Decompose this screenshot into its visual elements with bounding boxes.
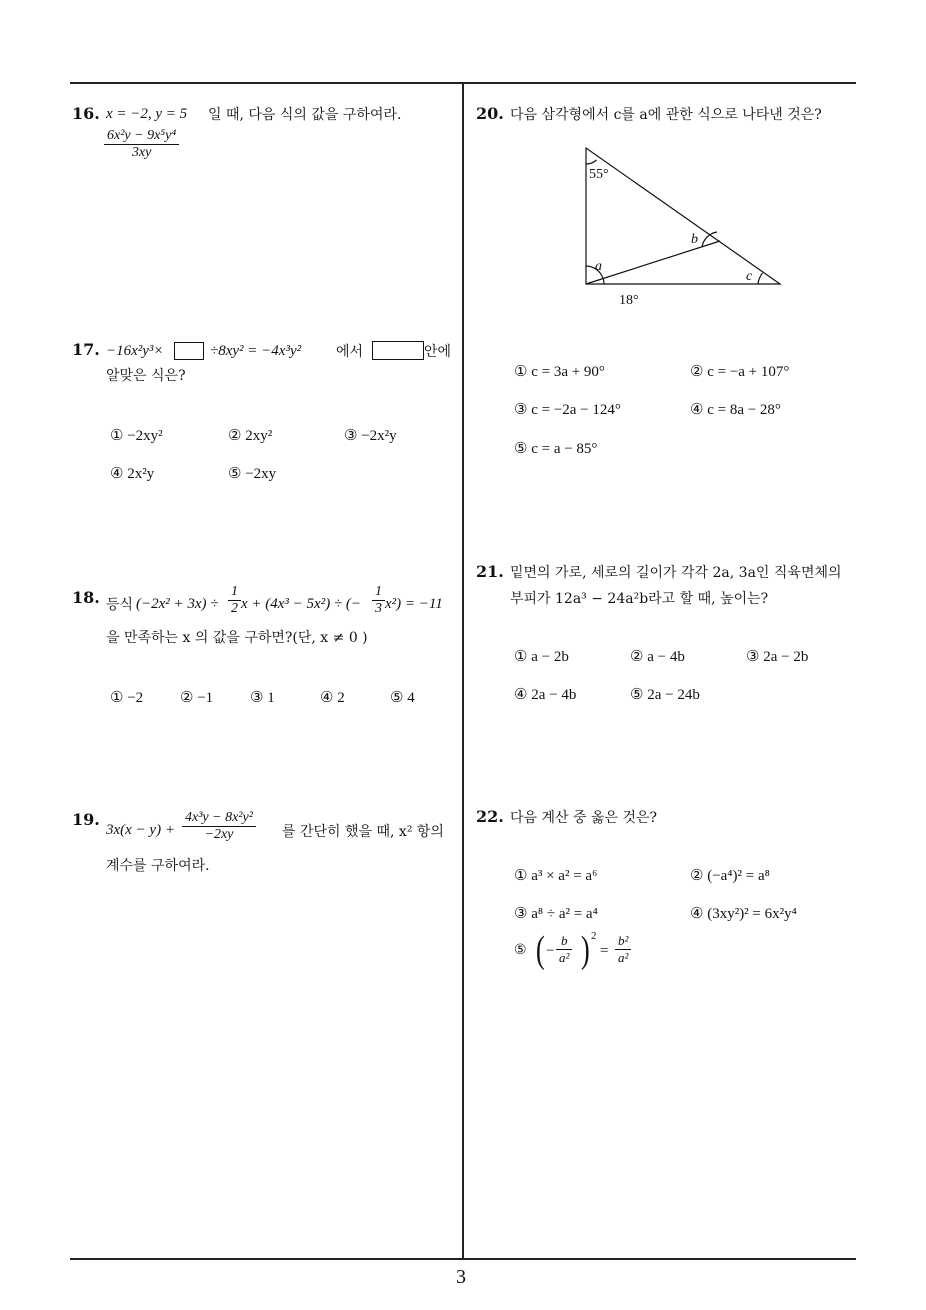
question-number: 20. — [476, 104, 504, 123]
question-number: 16. — [72, 104, 100, 123]
question-line2: 을 만족하는 x 의 값을 구하면?(단, x ≠ 0 ) — [106, 630, 368, 646]
option-5-label: ⑤ — [514, 942, 527, 958]
option-2[interactable]: ② c = −a + 107° — [690, 364, 790, 380]
connector-text: 에서 — [336, 344, 364, 360]
question-number: 22. — [476, 807, 504, 826]
denominator: −2xy — [204, 827, 234, 842]
cevian-line — [586, 241, 720, 284]
angle-arc-top — [586, 160, 597, 164]
question-text: 다음 삼각형에서 c를 a에 관한 식으로 나타낸 것은? — [510, 107, 822, 123]
question-number: 21. — [476, 562, 504, 581]
option-3[interactable]: ③ 1 — [250, 690, 275, 706]
text-after: 를 간단히 했을 때, x² 항의 — [282, 824, 444, 840]
expression-left: −16x²y³× — [106, 343, 164, 359]
question-line2: 알맞은 식은? — [106, 368, 186, 384]
bottom-rule — [70, 1258, 856, 1260]
answer-box-2 — [372, 341, 424, 360]
option-5-fraction — [556, 933, 572, 966]
expression-fraction — [182, 810, 256, 843]
numerator: b — [556, 933, 572, 950]
option-4[interactable]: ④ 2x²y — [110, 466, 155, 482]
fraction-third — [372, 584, 385, 617]
question-text: 다음 계산 중 옳은 것은? — [510, 810, 658, 826]
option-3[interactable]: ③ a⁸ ÷ a² = a⁴ — [514, 906, 598, 922]
denominator: 3 — [375, 601, 382, 616]
option-4[interactable]: ④ 2 — [320, 690, 345, 706]
page-number: 3 — [456, 1266, 466, 1288]
expression-mid: ÷8xy² = −4x³y² — [210, 343, 302, 359]
label-a: a — [595, 259, 602, 274]
numerator: b² — [615, 933, 631, 950]
answer-box — [174, 342, 204, 360]
option-4[interactable]: ④ 2a − 4b — [514, 687, 577, 703]
question-number: 19. — [72, 810, 100, 829]
option-4[interactable]: ④ c = 8a − 28° — [690, 402, 781, 418]
text-after-box: 안에 — [424, 344, 452, 360]
option-1[interactable]: ① a³ × a² = a⁶ — [514, 868, 598, 884]
prefix-text: 등식 — [106, 597, 134, 613]
right-paren: ) — [580, 929, 590, 971]
question-text: 일 때, 다음 식의 값을 구하여라. — [208, 107, 402, 123]
equals-sign: = — [600, 943, 609, 959]
question-number: 17. — [72, 340, 100, 359]
expression-a: (−2x² + 3x) ÷ — [136, 596, 219, 612]
label-c: c — [746, 269, 753, 284]
expression-left: 3x(x − y) + — [106, 822, 175, 838]
option-2[interactable]: ② −1 — [180, 690, 214, 706]
denominator: a² — [559, 950, 570, 965]
triangle-outline — [586, 148, 780, 284]
option-5[interactable]: ⑤ 2a − 24b — [630, 687, 700, 703]
question-line2: 부피가 12a³ − 24a²b라고 할 때, 높이는? — [510, 591, 769, 607]
question-number: 18. — [72, 588, 100, 607]
condition: x = −2, y = 5 — [106, 106, 188, 122]
option-2[interactable]: ② (−a⁴)² = a⁸ — [690, 868, 770, 884]
label-18: 18° — [619, 293, 639, 308]
expression-c: x²) = −11 — [385, 596, 443, 612]
option-3[interactable]: ③ c = −2a − 124° — [514, 402, 621, 418]
expression-fraction — [104, 128, 179, 161]
label-b: b — [691, 232, 698, 247]
column-divider — [462, 82, 464, 1259]
numerator: 4x³y − 8x²y² — [182, 810, 256, 827]
numerator: 6x²y − 9x⁵y⁴ — [104, 128, 179, 145]
question-line1: 밑면의 가로, 세로의 길이가 각각 2a, 3a인 직육면체의 — [510, 565, 842, 581]
option-3[interactable]: ③ −2x²y — [344, 428, 397, 444]
option-5[interactable]: ⑤ 4 — [390, 690, 415, 706]
option-3[interactable]: ③ 2a − 2b — [746, 649, 809, 665]
power: 2 — [591, 930, 597, 942]
denominator: a² — [618, 950, 629, 965]
option-1[interactable]: ① a − 2b — [514, 649, 569, 665]
angle-arc-18 — [603, 279, 604, 285]
triangle-diagram — [570, 140, 800, 315]
option-5[interactable]: ⑤ −2xy — [228, 466, 277, 482]
rhs-fraction — [615, 933, 631, 966]
denominator: 2 — [231, 601, 238, 616]
option-5[interactable]: ⑤ c = a − 85° — [514, 441, 598, 457]
label-55: 55° — [589, 167, 609, 182]
numerator: 1 — [372, 584, 385, 601]
minus-sign: − — [546, 943, 555, 959]
option-4[interactable]: ④ (3xy²)² = 6x²y⁴ — [690, 906, 797, 922]
denominator: 3xy — [131, 145, 152, 160]
option-1[interactable]: ① c = 3a + 90° — [514, 364, 605, 380]
fraction-half — [228, 584, 241, 617]
option-1[interactable]: ① −2 — [110, 690, 144, 706]
option-2[interactable]: ② 2xy² — [228, 428, 273, 444]
question-line2: 계수를 구하여라. — [106, 858, 210, 874]
left-paren: ( — [535, 929, 545, 971]
option-1[interactable]: ① −2xy² — [110, 428, 163, 444]
angle-arc-c — [758, 273, 763, 284]
expression-b: x + (4x³ − 5x²) ÷ (− — [241, 596, 362, 612]
numerator: 1 — [228, 584, 241, 601]
option-2[interactable]: ② a − 4b — [630, 649, 685, 665]
